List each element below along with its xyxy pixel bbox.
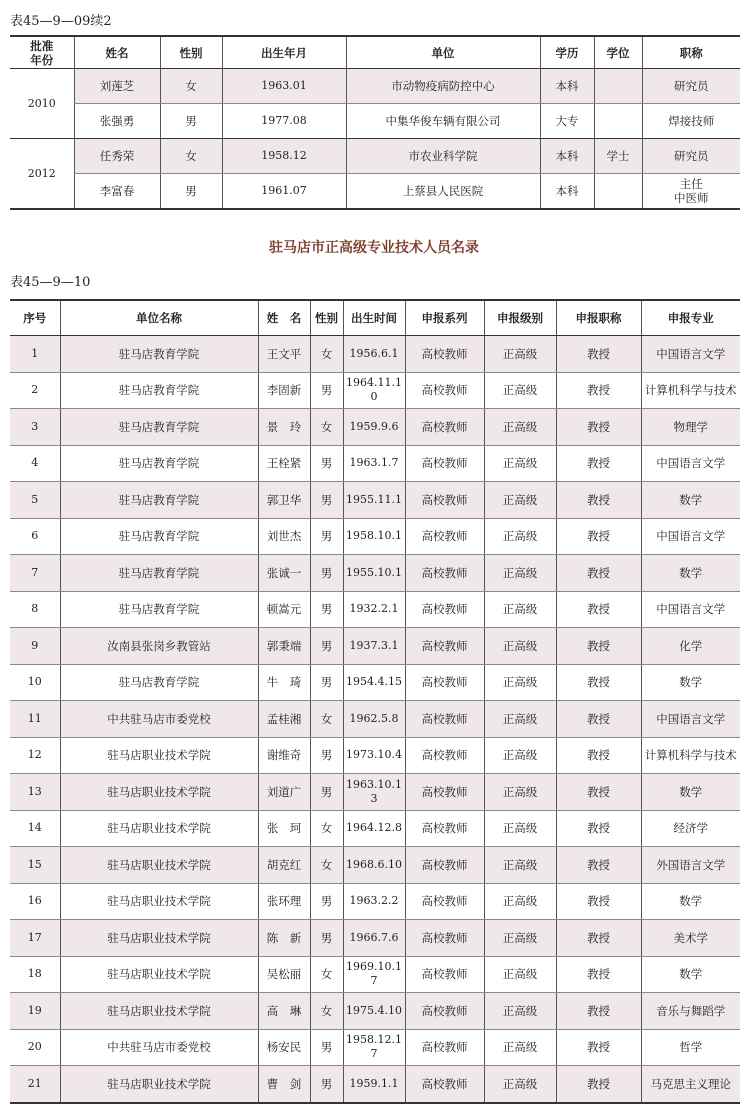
table-row — [10, 139, 740, 174]
table-cell: 中国语言文学 — [641, 591, 740, 628]
table-cell: 驻马店职业技术学院 — [60, 956, 258, 993]
table-cell: 高校教师 — [405, 774, 484, 811]
table-cell: 王栓紧 — [258, 445, 310, 482]
table-cell: 男 — [310, 774, 343, 811]
table-cell: 主任 中医师 — [642, 174, 740, 210]
table-cell: 教授 — [556, 1029, 641, 1066]
table-cell: 9 — [10, 628, 60, 665]
table-cell: 教授 — [556, 372, 641, 409]
table-cell: 男 — [310, 628, 343, 665]
table-cell: 驻马店职业技术学院 — [60, 774, 258, 811]
table-cell: 物理学 — [641, 409, 740, 446]
table-cell: 14 — [10, 810, 60, 847]
table-cell: 1964.12.8 — [343, 810, 405, 847]
table-row — [10, 774, 740, 811]
table-cell: 高校教师 — [405, 628, 484, 665]
table-cell: 胡克红 — [258, 847, 310, 884]
table-cell: 1932.2.1 — [343, 591, 405, 628]
table-cell: 1968.6.10 — [343, 847, 405, 884]
table-cell: 16 — [10, 883, 60, 920]
table-cell: 高校教师 — [405, 956, 484, 993]
table-cell: 音乐与舞蹈学 — [641, 993, 740, 1030]
table-cell: 1964.11.10 — [343, 372, 405, 409]
table-cell: 数学 — [641, 664, 740, 701]
table-cell: 孟桂湘 — [258, 701, 310, 738]
table-cell: 教授 — [556, 591, 641, 628]
table-cell: 驻马店职业技术学院 — [60, 883, 258, 920]
table-cell: 驻马店职业技术学院 — [60, 810, 258, 847]
table-cell: 高校教师 — [405, 445, 484, 482]
table-cell: 中国语言文学 — [641, 445, 740, 482]
table-cell: 正高级 — [484, 664, 556, 701]
table-cell: 大专 — [540, 104, 594, 139]
table-cell: 驻马店职业技术学院 — [60, 1066, 258, 1103]
table-cell — [594, 104, 642, 139]
table-cell: 中共驻马店市委党校 — [60, 1029, 258, 1066]
table-cell: 市动物疫病防控中心 — [346, 69, 540, 104]
table-cell: 数学 — [641, 482, 740, 519]
table-cell: 驻马店职业技术学院 — [60, 993, 258, 1030]
table-cell: 男 — [310, 883, 343, 920]
table-cell: 驻马店教育学院 — [60, 445, 258, 482]
table-cell: 张诚一 — [258, 555, 310, 592]
table-cell: 1954.4.15 — [343, 664, 405, 701]
table-cell: 高校教师 — [405, 1066, 484, 1103]
table-cell: 教授 — [556, 336, 641, 373]
table-cell — [594, 174, 642, 210]
table-cell: 男 — [310, 737, 343, 774]
table-cell: 景 玲 — [258, 409, 310, 446]
table-cell: 杨安民 — [258, 1029, 310, 1066]
table-cell: 1973.10.4 — [343, 737, 405, 774]
table-cell: 男 — [310, 555, 343, 592]
table-cell: 正高级 — [484, 628, 556, 665]
table-cell: 本科 — [540, 174, 594, 210]
table-cell: 1955.10.1 — [343, 555, 405, 592]
table-cell: 驻马店职业技术学院 — [60, 847, 258, 884]
table-cell: 正高级 — [484, 774, 556, 811]
table-cell: 驻马店职业技术学院 — [60, 737, 258, 774]
table-cell: 7 — [10, 555, 60, 592]
column-header: 序号 — [10, 300, 60, 336]
table-cell: 18 — [10, 956, 60, 993]
table-cell: 市农业科学院 — [346, 139, 540, 174]
table-cell: 5 — [10, 482, 60, 519]
table-cell: 教授 — [556, 737, 641, 774]
table-cell: 男 — [310, 1066, 343, 1103]
table-cell: 1969.10.17 — [343, 956, 405, 993]
table-row — [10, 69, 740, 104]
table-cell: 教授 — [556, 883, 641, 920]
table-cell: 20 — [10, 1029, 60, 1066]
table2-header-row — [10, 300, 740, 336]
column-header: 单位 — [346, 36, 540, 69]
table-cell: 男 — [310, 445, 343, 482]
table-cell: 教授 — [556, 518, 641, 555]
table-row — [10, 701, 740, 738]
table-cell: 1975.4.10 — [343, 993, 405, 1030]
table-cell: 1963.2.2 — [343, 883, 405, 920]
table-cell: 1959.1.1 — [343, 1066, 405, 1103]
table-cell: 女 — [160, 139, 222, 174]
table-cell: 刘莲芝 — [74, 69, 160, 104]
table-cell: 4 — [10, 445, 60, 482]
table-cell: 高校教师 — [405, 920, 484, 957]
table-cell: 郭秉端 — [258, 628, 310, 665]
table-cell: 中国语言文学 — [641, 336, 740, 373]
table-row — [10, 628, 740, 665]
table-cell: 马克思主义理论 — [641, 1066, 740, 1103]
table-cell: 高校教师 — [405, 1029, 484, 1066]
table-row — [10, 482, 740, 519]
table-cell: 驻马店教育学院 — [60, 336, 258, 373]
table-cell: 正高级 — [484, 956, 556, 993]
table-cell: 12 — [10, 737, 60, 774]
table-cell: 正高级 — [484, 518, 556, 555]
table-cell: 正高级 — [484, 445, 556, 482]
table-row — [10, 1066, 740, 1103]
table-cell: 驻马店教育学院 — [60, 555, 258, 592]
table-cell: 男 — [310, 518, 343, 555]
table-cell: 中国语言文学 — [641, 701, 740, 738]
table-cell: 汝南县张岗乡教管站 — [60, 628, 258, 665]
column-header: 申报专业 — [641, 300, 740, 336]
table-cell: 教授 — [556, 847, 641, 884]
table-cell: 哲学 — [641, 1029, 740, 1066]
table-cell: 男 — [310, 664, 343, 701]
column-header: 申报系列 — [405, 300, 484, 336]
table-cell: 研究员 — [642, 139, 740, 174]
table-row — [10, 956, 740, 993]
table-cell: 化学 — [641, 628, 740, 665]
table-cell: 正高级 — [484, 883, 556, 920]
table2-caption: 表45—9—10 — [10, 275, 91, 290]
table-cell: 教授 — [556, 664, 641, 701]
column-header: 批准 年份 — [10, 36, 74, 69]
table-cell: 教授 — [556, 628, 641, 665]
column-header: 出生时间 — [343, 300, 405, 336]
table-cell: 李富春 — [74, 174, 160, 210]
column-header: 申报职称 — [556, 300, 641, 336]
table-cell: 1958.12.17 — [343, 1029, 405, 1066]
table-cell: 美术学 — [641, 920, 740, 957]
table-cell: 高校教师 — [405, 482, 484, 519]
table-cell: 1962.5.8 — [343, 701, 405, 738]
table-cell: 男 — [310, 482, 343, 519]
table-cell: 张 珂 — [258, 810, 310, 847]
table-cell: 数学 — [641, 883, 740, 920]
column-header: 姓名 — [74, 36, 160, 69]
table-cell: 3 — [10, 409, 60, 446]
table-cell: 中共驻马店市委党校 — [60, 701, 258, 738]
column-header: 性别 — [160, 36, 222, 69]
table-cell: 女 — [310, 810, 343, 847]
table-cell: 正高级 — [484, 701, 556, 738]
table-cell: 1977.08 — [222, 104, 346, 139]
table-cell: 外国语言文学 — [641, 847, 740, 884]
table-cell: 11 — [10, 701, 60, 738]
table-cell: 女 — [310, 701, 343, 738]
table-cell: 教授 — [556, 701, 641, 738]
table-cell: 教授 — [556, 920, 641, 957]
table-cell: 焊接技师 — [642, 104, 740, 139]
table-cell: 男 — [160, 174, 222, 210]
table-cell: 正高级 — [484, 1066, 556, 1103]
table-cell: 正高级 — [484, 336, 556, 373]
table-cell: 15 — [10, 847, 60, 884]
section-title: 驻马店市正高级专业技术人员名录 — [269, 240, 479, 256]
table-cell: 1 — [10, 336, 60, 373]
column-header: 学历 — [540, 36, 594, 69]
table-row — [10, 664, 740, 701]
table-cell: 教授 — [556, 445, 641, 482]
table-cell: 高校教师 — [405, 993, 484, 1030]
table-row — [10, 555, 740, 592]
table-cell: 男 — [310, 591, 343, 628]
table-cell — [594, 69, 642, 104]
table-row — [10, 104, 740, 139]
table-cell: 曹 剑 — [258, 1066, 310, 1103]
column-header: 姓 名 — [258, 300, 310, 336]
table-cell: 女 — [310, 847, 343, 884]
table-cell: 教授 — [556, 1066, 641, 1103]
table-cell: 高校教师 — [405, 518, 484, 555]
table-row — [10, 1029, 740, 1066]
table-cell: 驻马店教育学院 — [60, 664, 258, 701]
table-row — [10, 810, 740, 847]
table-row — [10, 336, 740, 373]
table-cell: 1963.1.7 — [343, 445, 405, 482]
table-cell: 教授 — [556, 956, 641, 993]
column-header: 申报级别 — [484, 300, 556, 336]
table-cell: 张强勇 — [74, 104, 160, 139]
table-cell: 陈 新 — [258, 920, 310, 957]
column-header: 性别 — [310, 300, 343, 336]
table-cell: 21 — [10, 1066, 60, 1103]
senior-staff-table — [10, 299, 740, 1104]
table-cell: 正高级 — [484, 737, 556, 774]
table-cell: 驻马店教育学院 — [60, 372, 258, 409]
approval-year-cell: 2010 — [10, 69, 74, 139]
table-row — [10, 445, 740, 482]
table-cell: 张环理 — [258, 883, 310, 920]
column-header: 单位名称 — [60, 300, 258, 336]
table-row — [10, 372, 740, 409]
table-row — [10, 993, 740, 1030]
table-cell: 中集华俊车辆有限公司 — [346, 104, 540, 139]
table-cell: 牛 琦 — [258, 664, 310, 701]
table-row — [10, 409, 740, 446]
table-cell: 1958.12 — [222, 139, 346, 174]
table-cell: 6 — [10, 518, 60, 555]
table-cell: 正高级 — [484, 591, 556, 628]
table-cell: 经济学 — [641, 810, 740, 847]
table-cell: 13 — [10, 774, 60, 811]
table-cell: 男 — [310, 372, 343, 409]
approval-year-cell: 2012 — [10, 139, 74, 210]
table-cell: 高校教师 — [405, 409, 484, 446]
table-cell: 计算机科学与技术 — [641, 372, 740, 409]
table-cell: 计算机科学与技术 — [641, 737, 740, 774]
table-row — [10, 847, 740, 884]
table-cell: 高校教师 — [405, 372, 484, 409]
table-cell: 男 — [310, 1029, 343, 1066]
table-cell: 正高级 — [484, 372, 556, 409]
table-cell: 17 — [10, 920, 60, 957]
table-cell: 高校教师 — [405, 664, 484, 701]
table-cell: 郭卫华 — [258, 482, 310, 519]
table-cell: 正高级 — [484, 555, 556, 592]
table-cell: 女 — [310, 956, 343, 993]
table-cell: 数学 — [641, 956, 740, 993]
table-cell: 正高级 — [484, 1029, 556, 1066]
table-cell: 李固新 — [258, 372, 310, 409]
table-cell: 顿嵩元 — [258, 591, 310, 628]
table-cell: 驻马店职业技术学院 — [60, 920, 258, 957]
table-cell: 8 — [10, 591, 60, 628]
table-cell: 高校教师 — [405, 810, 484, 847]
table-cell: 教授 — [556, 993, 641, 1030]
table-cell: 1963.10.13 — [343, 774, 405, 811]
table-row — [10, 883, 740, 920]
table-cell: 1937.3.1 — [343, 628, 405, 665]
table-cell: 正高级 — [484, 847, 556, 884]
table-cell: 数学 — [641, 555, 740, 592]
table-cell: 吴松丽 — [258, 956, 310, 993]
table-cell: 正高级 — [484, 993, 556, 1030]
table-cell: 驻马店教育学院 — [60, 591, 258, 628]
table-cell: 1958.10.1 — [343, 518, 405, 555]
table-cell: 1966.7.6 — [343, 920, 405, 957]
table-cell: 1963.01 — [222, 69, 346, 104]
table-cell: 任秀荣 — [74, 139, 160, 174]
table-cell: 教授 — [556, 810, 641, 847]
table-cell: 高校教师 — [405, 847, 484, 884]
table-cell: 中国语言文学 — [641, 518, 740, 555]
table-cell: 2 — [10, 372, 60, 409]
table-cell: 上蔡县人民医院 — [346, 174, 540, 210]
table-cell: 1959.9.6 — [343, 409, 405, 446]
table1-caption: 表45—9—09续2 — [10, 14, 112, 29]
table-row — [10, 174, 740, 210]
table-cell: 驻马店教育学院 — [60, 482, 258, 519]
column-header: 学位 — [594, 36, 642, 69]
table-row — [10, 591, 740, 628]
table-cell: 本科 — [540, 139, 594, 174]
column-header: 出生年月 — [222, 36, 346, 69]
table-cell: 驻马店教育学院 — [60, 518, 258, 555]
table-cell: 正高级 — [484, 810, 556, 847]
table-cell: 男 — [160, 104, 222, 139]
table-cell: 正高级 — [484, 409, 556, 446]
table-cell: 刘世杰 — [258, 518, 310, 555]
table1-header-row — [10, 36, 740, 69]
table-row — [10, 737, 740, 774]
table-cell: 1956.6.1 — [343, 336, 405, 373]
table-cell: 女 — [310, 409, 343, 446]
table-cell: 教授 — [556, 482, 641, 519]
table-cell: 女 — [160, 69, 222, 104]
column-header: 职称 — [642, 36, 740, 69]
table-cell: 19 — [10, 993, 60, 1030]
table-cell: 研究员 — [642, 69, 740, 104]
table-cell: 数学 — [641, 774, 740, 811]
table-cell: 1961.07 — [222, 174, 346, 210]
table-row — [10, 920, 740, 957]
table-cell: 学士 — [594, 139, 642, 174]
table-cell: 驻马店教育学院 — [60, 409, 258, 446]
table-cell: 教授 — [556, 555, 641, 592]
table-cell: 男 — [310, 920, 343, 957]
table-cell: 高 琳 — [258, 993, 310, 1030]
table-cell: 10 — [10, 664, 60, 701]
table-cell: 女 — [310, 336, 343, 373]
approval-table — [10, 35, 740, 210]
table-row — [10, 518, 740, 555]
table-cell: 女 — [310, 993, 343, 1030]
table-cell: 教授 — [556, 774, 641, 811]
table-cell: 王文平 — [258, 336, 310, 373]
table-cell: 本科 — [540, 69, 594, 104]
table-cell: 刘道广 — [258, 774, 310, 811]
table-cell: 正高级 — [484, 920, 556, 957]
table-cell: 高校教师 — [405, 555, 484, 592]
table-cell: 高校教师 — [405, 591, 484, 628]
table-cell: 高校教师 — [405, 737, 484, 774]
table-cell: 高校教师 — [405, 336, 484, 373]
table-cell: 谢维奇 — [258, 737, 310, 774]
table-cell: 教授 — [556, 409, 641, 446]
table-cell: 正高级 — [484, 482, 556, 519]
table-cell: 高校教师 — [405, 883, 484, 920]
table-cell: 1955.11.1 — [343, 482, 405, 519]
table-cell: 高校教师 — [405, 701, 484, 738]
